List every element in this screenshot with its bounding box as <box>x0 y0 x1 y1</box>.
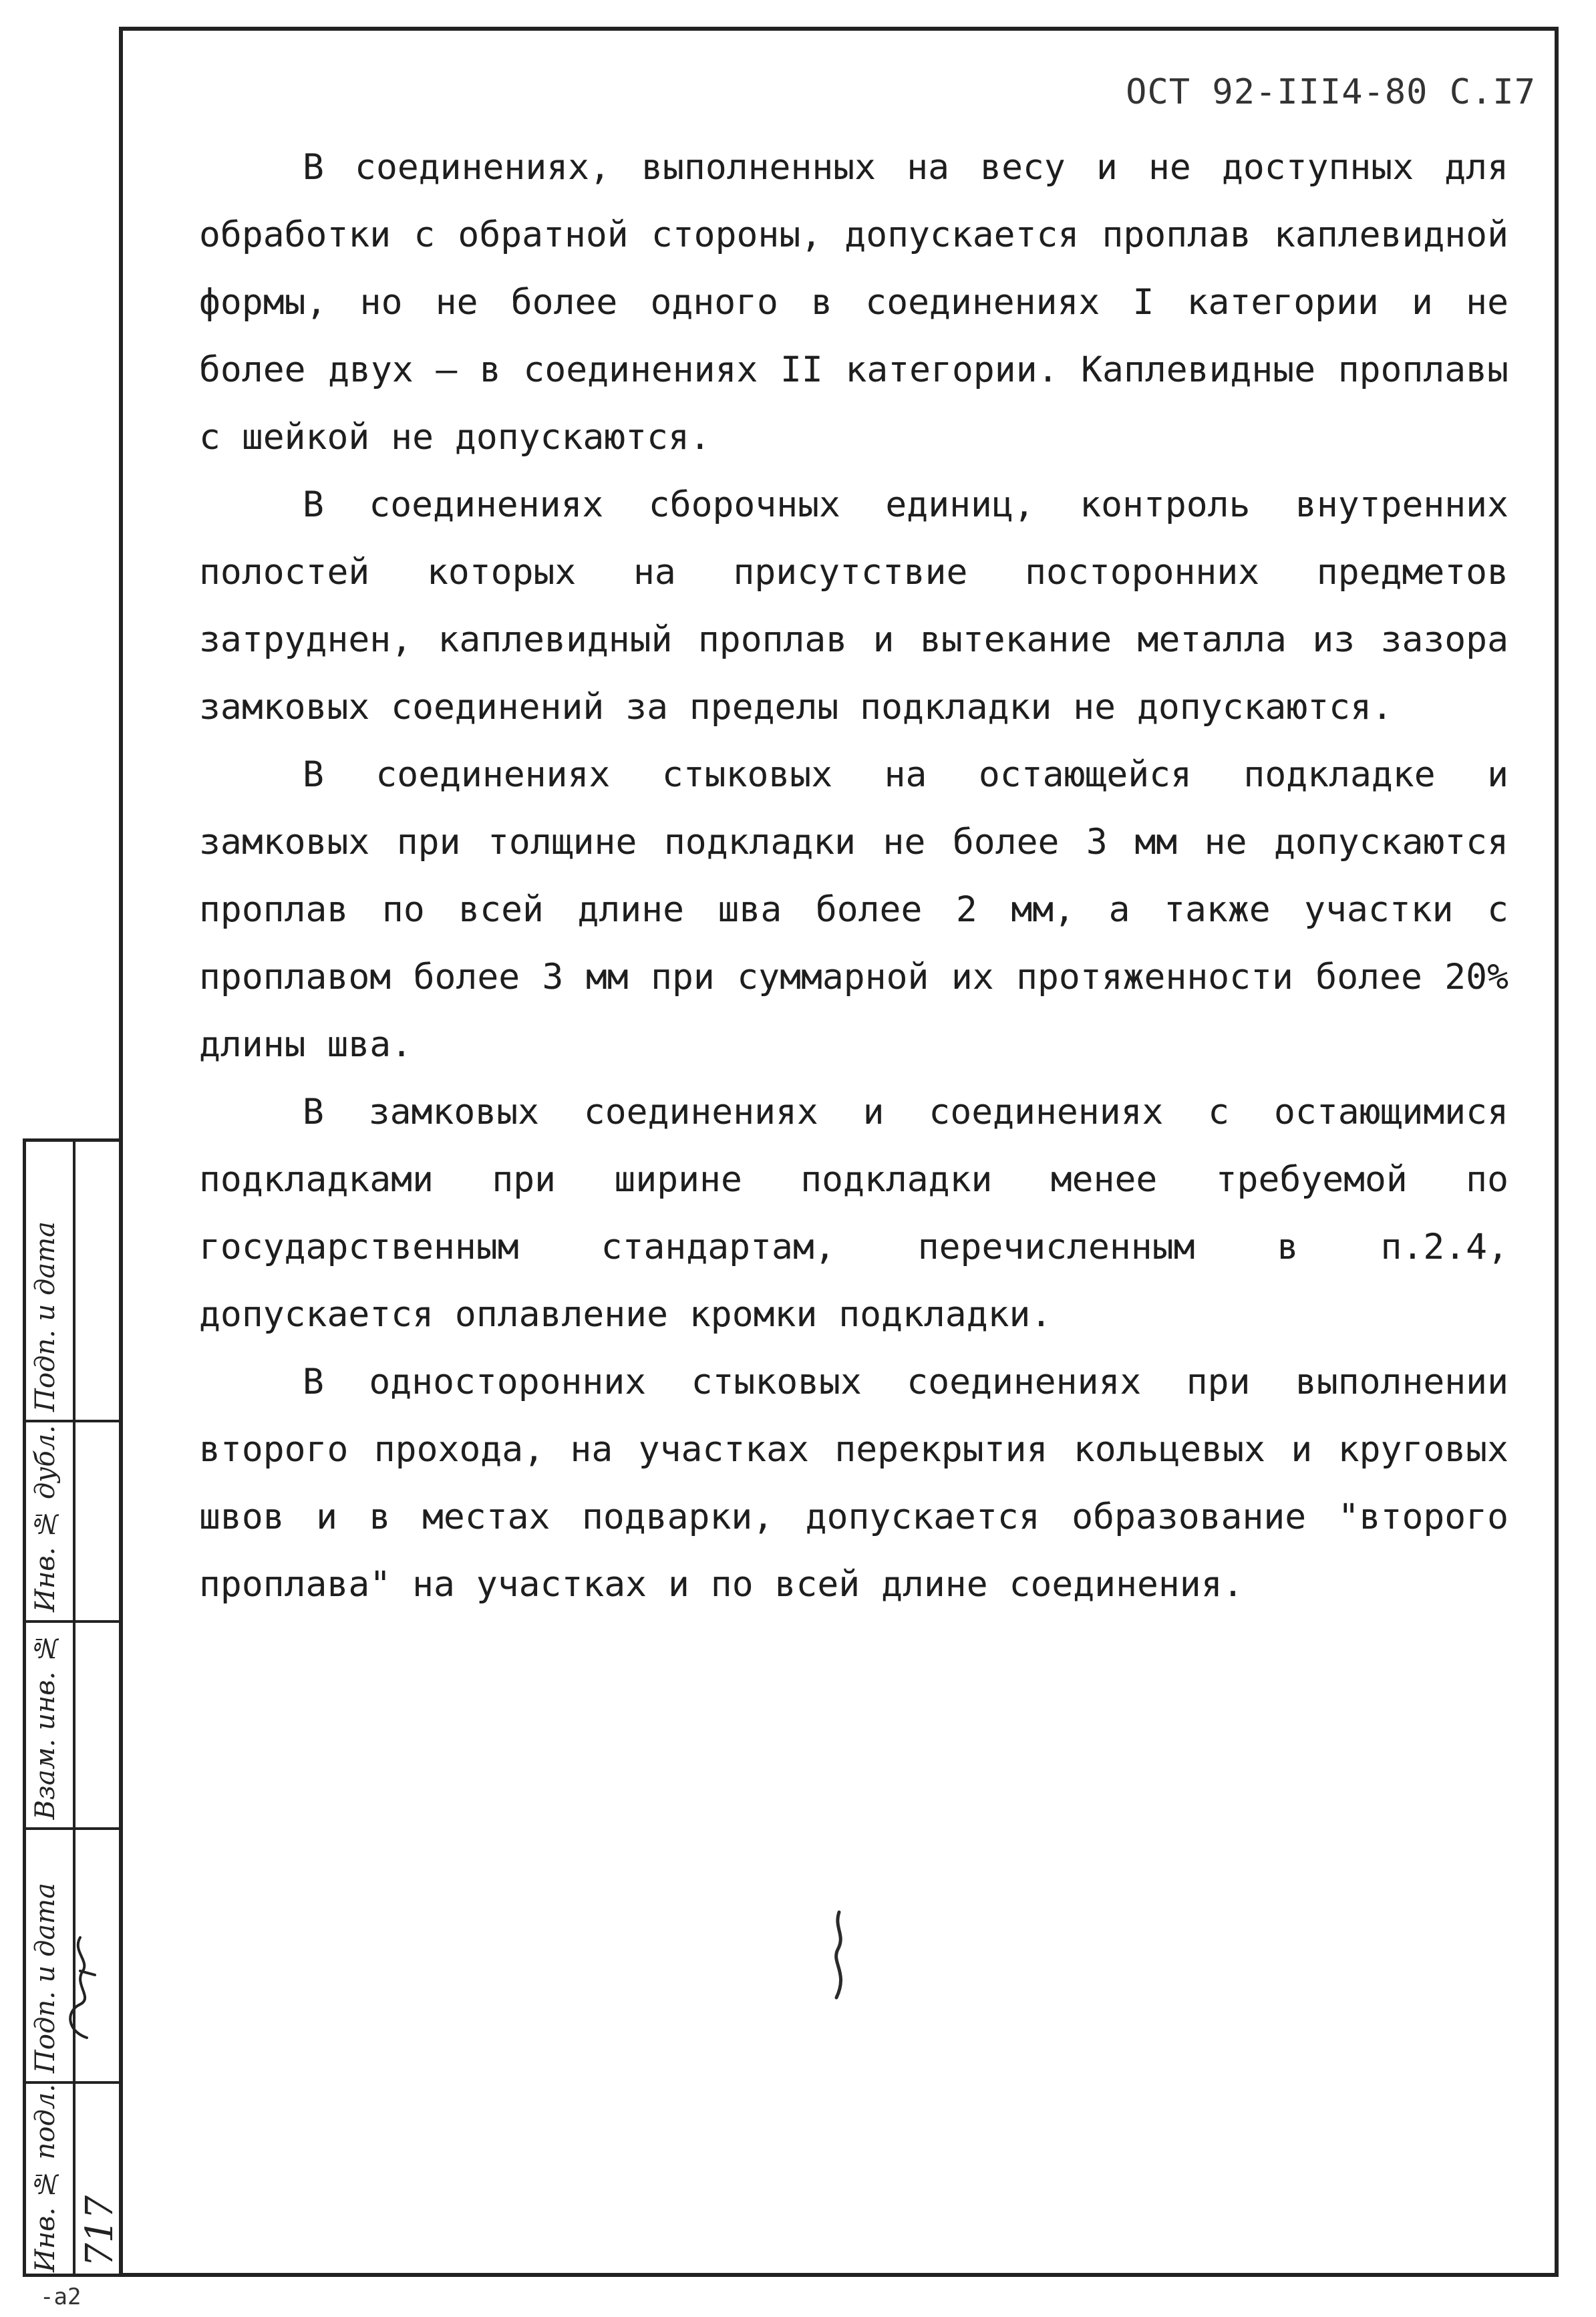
paragraph-2: В соединениях сборочных единиц, контроль внутренних полостей которых на присутствие посторонних предметов затруднен, каплевидный проплав и вытекание металла из зазора замковых соединений за пределы подкладки не допускаются. <box>199 484 1508 728</box>
page-header-number: ОСТ 92-III4-80 С.I7 <box>1126 72 1536 112</box>
paragraph-4: В замковых соединениях и соединениях с остающимися подкладками при ширине подкладки менее требуемой по государственным стандартам, перечисленным в п.2.4, допускается оплавление кромки подкладки. <box>199 1092 1508 1335</box>
paragraph-5: В односторонних стыковых соединениях при выполнении второго прохода, на участках перекрытия кольцевых и круговых швов и в местах подварки, допускается образование "второго проплава" на участках и по всей длине соединения. <box>199 1362 1508 1605</box>
paragraph-1: В соединениях, выполненных на весу и не доступных для обработки с обратной стороны, допускается проплав каплевидной формы, но не более одного в соединениях I категории и не более двух – в соединениях II категории. Каплевидные проплавы с шейкой не допускаются. <box>199 147 1508 458</box>
stamp-label: Подп. и дата <box>30 1221 61 1412</box>
stamp-cell-original-inv <box>26 2083 122 2280</box>
stamp-value: 717 <box>78 2195 122 2267</box>
stamp-cell-dup-inv <box>26 1422 119 1623</box>
stamp-cell-replace-inv <box>26 1623 119 1830</box>
corner-mark: -а2 <box>40 2284 82 2310</box>
stamp-label: Инв. № подл. <box>30 2083 61 2272</box>
pen-mark-icon <box>819 1908 859 2002</box>
document-body <box>199 134 1508 1618</box>
paragraph-3: В соединениях стыковых на остающейся подкладке и замковых при толщине подкладки не более 3 мм не допускаются проплав по всей длине шва более 2 мм, а также участки с проплавом более 3 мм при суммарной их протяженности более 20% длины шва. <box>199 754 1508 1065</box>
stamp-cell-sign-date-top <box>26 1142 119 1422</box>
stamp-label: Подп. и дата <box>30 1883 61 2073</box>
stamp-label: Взам. инв. № <box>30 1632 61 1819</box>
approval-stamp <box>23 1138 122 2277</box>
signature-icon <box>60 1931 100 2044</box>
stamp-label: Инв. № дубл. <box>30 1425 61 1612</box>
